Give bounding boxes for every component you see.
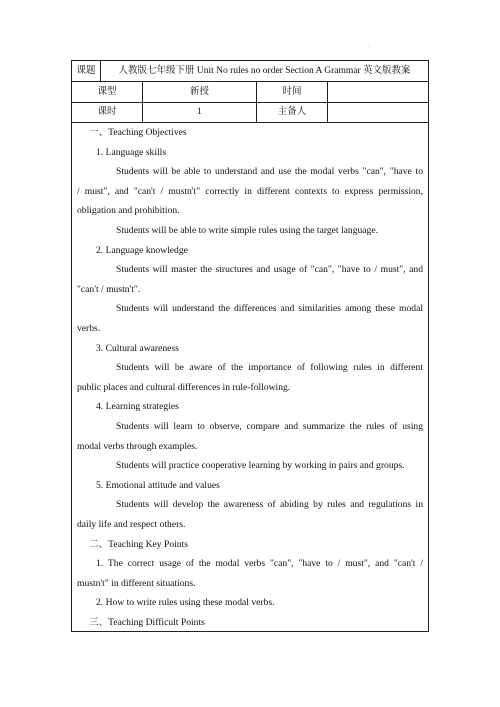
paragraph-line: mustn't" in different situations. — [77, 577, 196, 589]
section-heading: 三、Teaching Difficult Points — [89, 617, 205, 628]
paragraph-line: Students will learn to observe, compare and summarize the rules of using — [116, 421, 423, 432]
lead-teacher-label: 主备人 — [257, 102, 328, 122]
paragraph-line: Students will be aware of the importance of following rules in different — [116, 362, 423, 374]
subheading: 5. Emotional attitude and values — [96, 479, 220, 491]
lead-teacher-value — [328, 102, 428, 122]
paragraph-line: / must", and "can't / mustn't" correctly in different contexts to express permission, — [77, 185, 423, 197]
paragraph-line: Students will practice cooperative learning by working in pairs and groups. — [116, 460, 405, 472]
paragraph-line: Students will develop the awareness of abiding by rules and regulations in — [116, 499, 423, 511]
topic-row — [72, 61, 428, 82]
hours-label: 课时 — [72, 102, 143, 122]
time-value — [328, 82, 428, 102]
subheading: 1. Language skills — [96, 146, 167, 158]
paragraph-line: Students will be able to write simple rules using the target language. — [116, 225, 378, 236]
type-value: 新授 — [143, 82, 257, 102]
paragraph-line: "can't / mustn't". — [77, 283, 141, 295]
lesson-plan-table — [71, 60, 429, 632]
paragraph-line: daily life and respect others. — [77, 519, 186, 530]
subheading: 3. Cultural awareness — [96, 342, 179, 354]
subheading: 4. Learning strategies — [96, 401, 179, 413]
paragraph-line: 2. How to write rules using these modal verbs. — [96, 597, 275, 609]
paragraph-line: Students will be able to understand and use the modal verbs "can", "have to — [116, 166, 423, 178]
hours-row — [72, 102, 428, 123]
section-heading: 一、Teaching Objectives — [89, 127, 187, 138]
paragraph-line: Students will understand the differences and similarities among these modal — [116, 303, 423, 315]
subheading: 2. Language knowledge — [96, 244, 188, 256]
type-row — [72, 82, 428, 103]
paragraph-line: modal verbs through examples. — [77, 440, 198, 452]
topic-value: 人教版七年级下册 Unit No rules no order Section A Grammar 英文版教案 — [118, 66, 411, 76]
paragraph-line: public places and cultural differences in rule-following. — [77, 381, 291, 393]
type-label: 课型 — [72, 82, 143, 102]
time-label: 时间 — [257, 82, 328, 102]
lesson-content — [72, 123, 428, 631]
section-heading: 二、Teaching Key Points — [89, 538, 188, 550]
corner-mark: · — [368, 44, 370, 50]
paragraph-line: verbs. — [77, 323, 101, 334]
paragraph-line: Students will master the structures and usage of "can", "have to / must", and — [116, 264, 423, 276]
paragraph-line: obligation and prohibition. — [77, 205, 180, 217]
hours-value: 1 — [143, 102, 257, 122]
paragraph-line: 1. The correct usage of the modal verbs "can", "have to / must", and "can't / — [96, 558, 423, 570]
topic-label: 课题 — [72, 61, 101, 81]
